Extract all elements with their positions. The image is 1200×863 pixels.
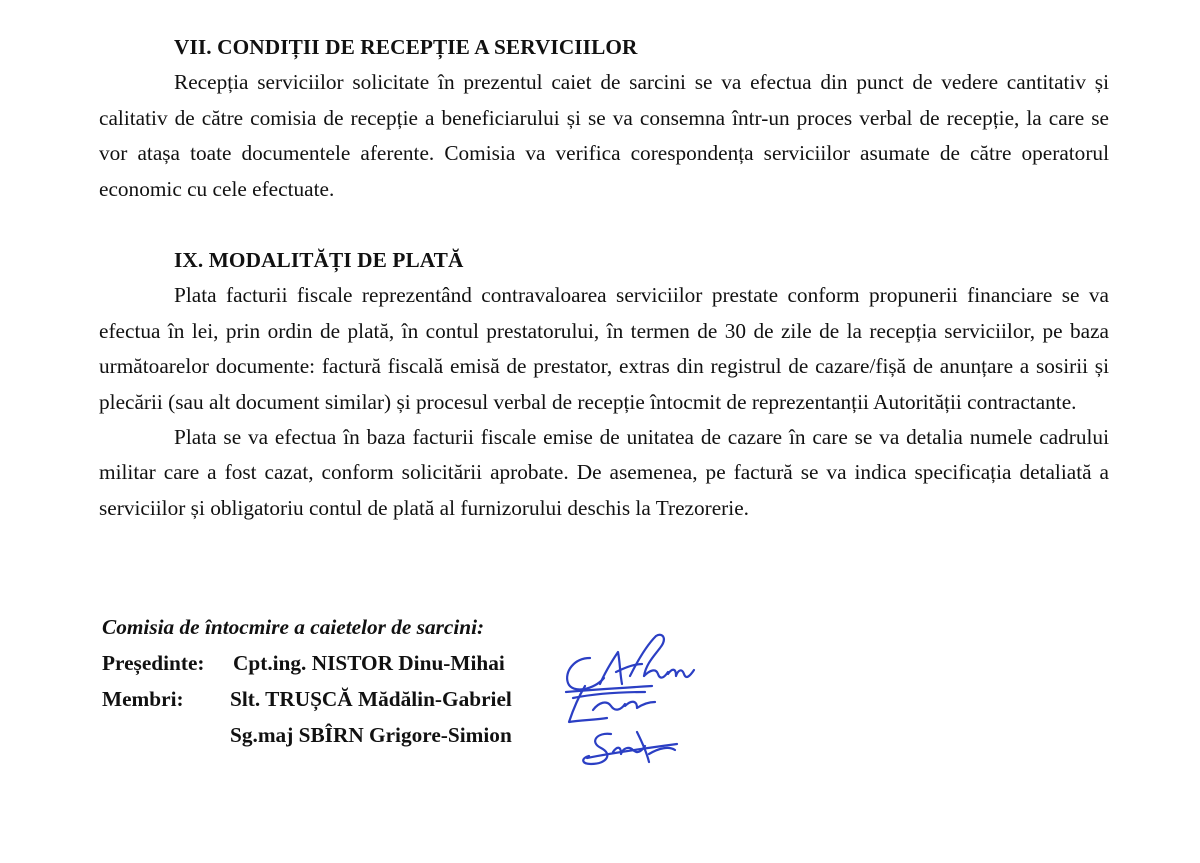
section-heading-plata: IX. MODALITĂȚI DE PLATĂ	[174, 248, 464, 273]
president-name: Cpt.ing. NISTOR Dinu-Mihai	[233, 651, 505, 675]
member2-name: Sg.maj SBÎRN Grigore-Simion	[230, 723, 512, 747]
document-body	[99, 30, 1109, 526]
paragraph-receptie: Recepția serviciilor solicitate în prezentul caiet de sarcini se va efectua din punct de vedere cantitativ și calitativ de către comisia de recepție a beneficiarului și se va consemna într-un proces verbal de recepție, la care se vor atașa toate documentele aferente. Comisia va verifica corespondența serviciilor asumate de către operatorul economic cu cele efectuate.	[99, 70, 1109, 201]
commission-title: Comisia de întocmire a caietelor de sarcini:	[102, 615, 485, 639]
paragraph-plata-2: Plata se va efectua în baza facturii fiscale emise de unitatea de cazare în care se va detalia numele cadrului militar care a fost cazat, conform solicitării aprobate. De asemenea, pe factură se va indica specificația detaliată a serviciilor și obligatoriu contul de plată al furnizorului deschis la Trezorerie.	[99, 425, 1109, 520]
president-role: Președinte:	[102, 651, 205, 675]
member2-row	[102, 717, 802, 753]
signature-member2-icon	[577, 724, 687, 774]
section-spacer	[99, 207, 1109, 243]
section-heading-receptie: VII. CONDIȚII DE RECEPȚIE A SERVICIILOR	[174, 35, 638, 59]
signature-member1-icon	[563, 680, 683, 730]
paragraph-plata-1: Plata facturii fiscale reprezentând contravaloarea serviciilor prestate conform propunerii financiare se va efectua în lei, prin ordin de plată, în contul prestatorului, în termen de 30 de zile de la recepția serviciilor, pe baza următoarelor documente: factură fiscală emisă de prestator, extras din registrul de cazare/fișă de anunțare a sosirii și plecării (sau alt document similar) și procesul verbal de recepție întocmit de reprezentanții Autorității contractante.	[99, 283, 1109, 414]
member1-name: Slt. TRUȘCĂ Mădălin-Gabriel	[230, 687, 512, 711]
members-role: Membri:	[102, 687, 184, 711]
